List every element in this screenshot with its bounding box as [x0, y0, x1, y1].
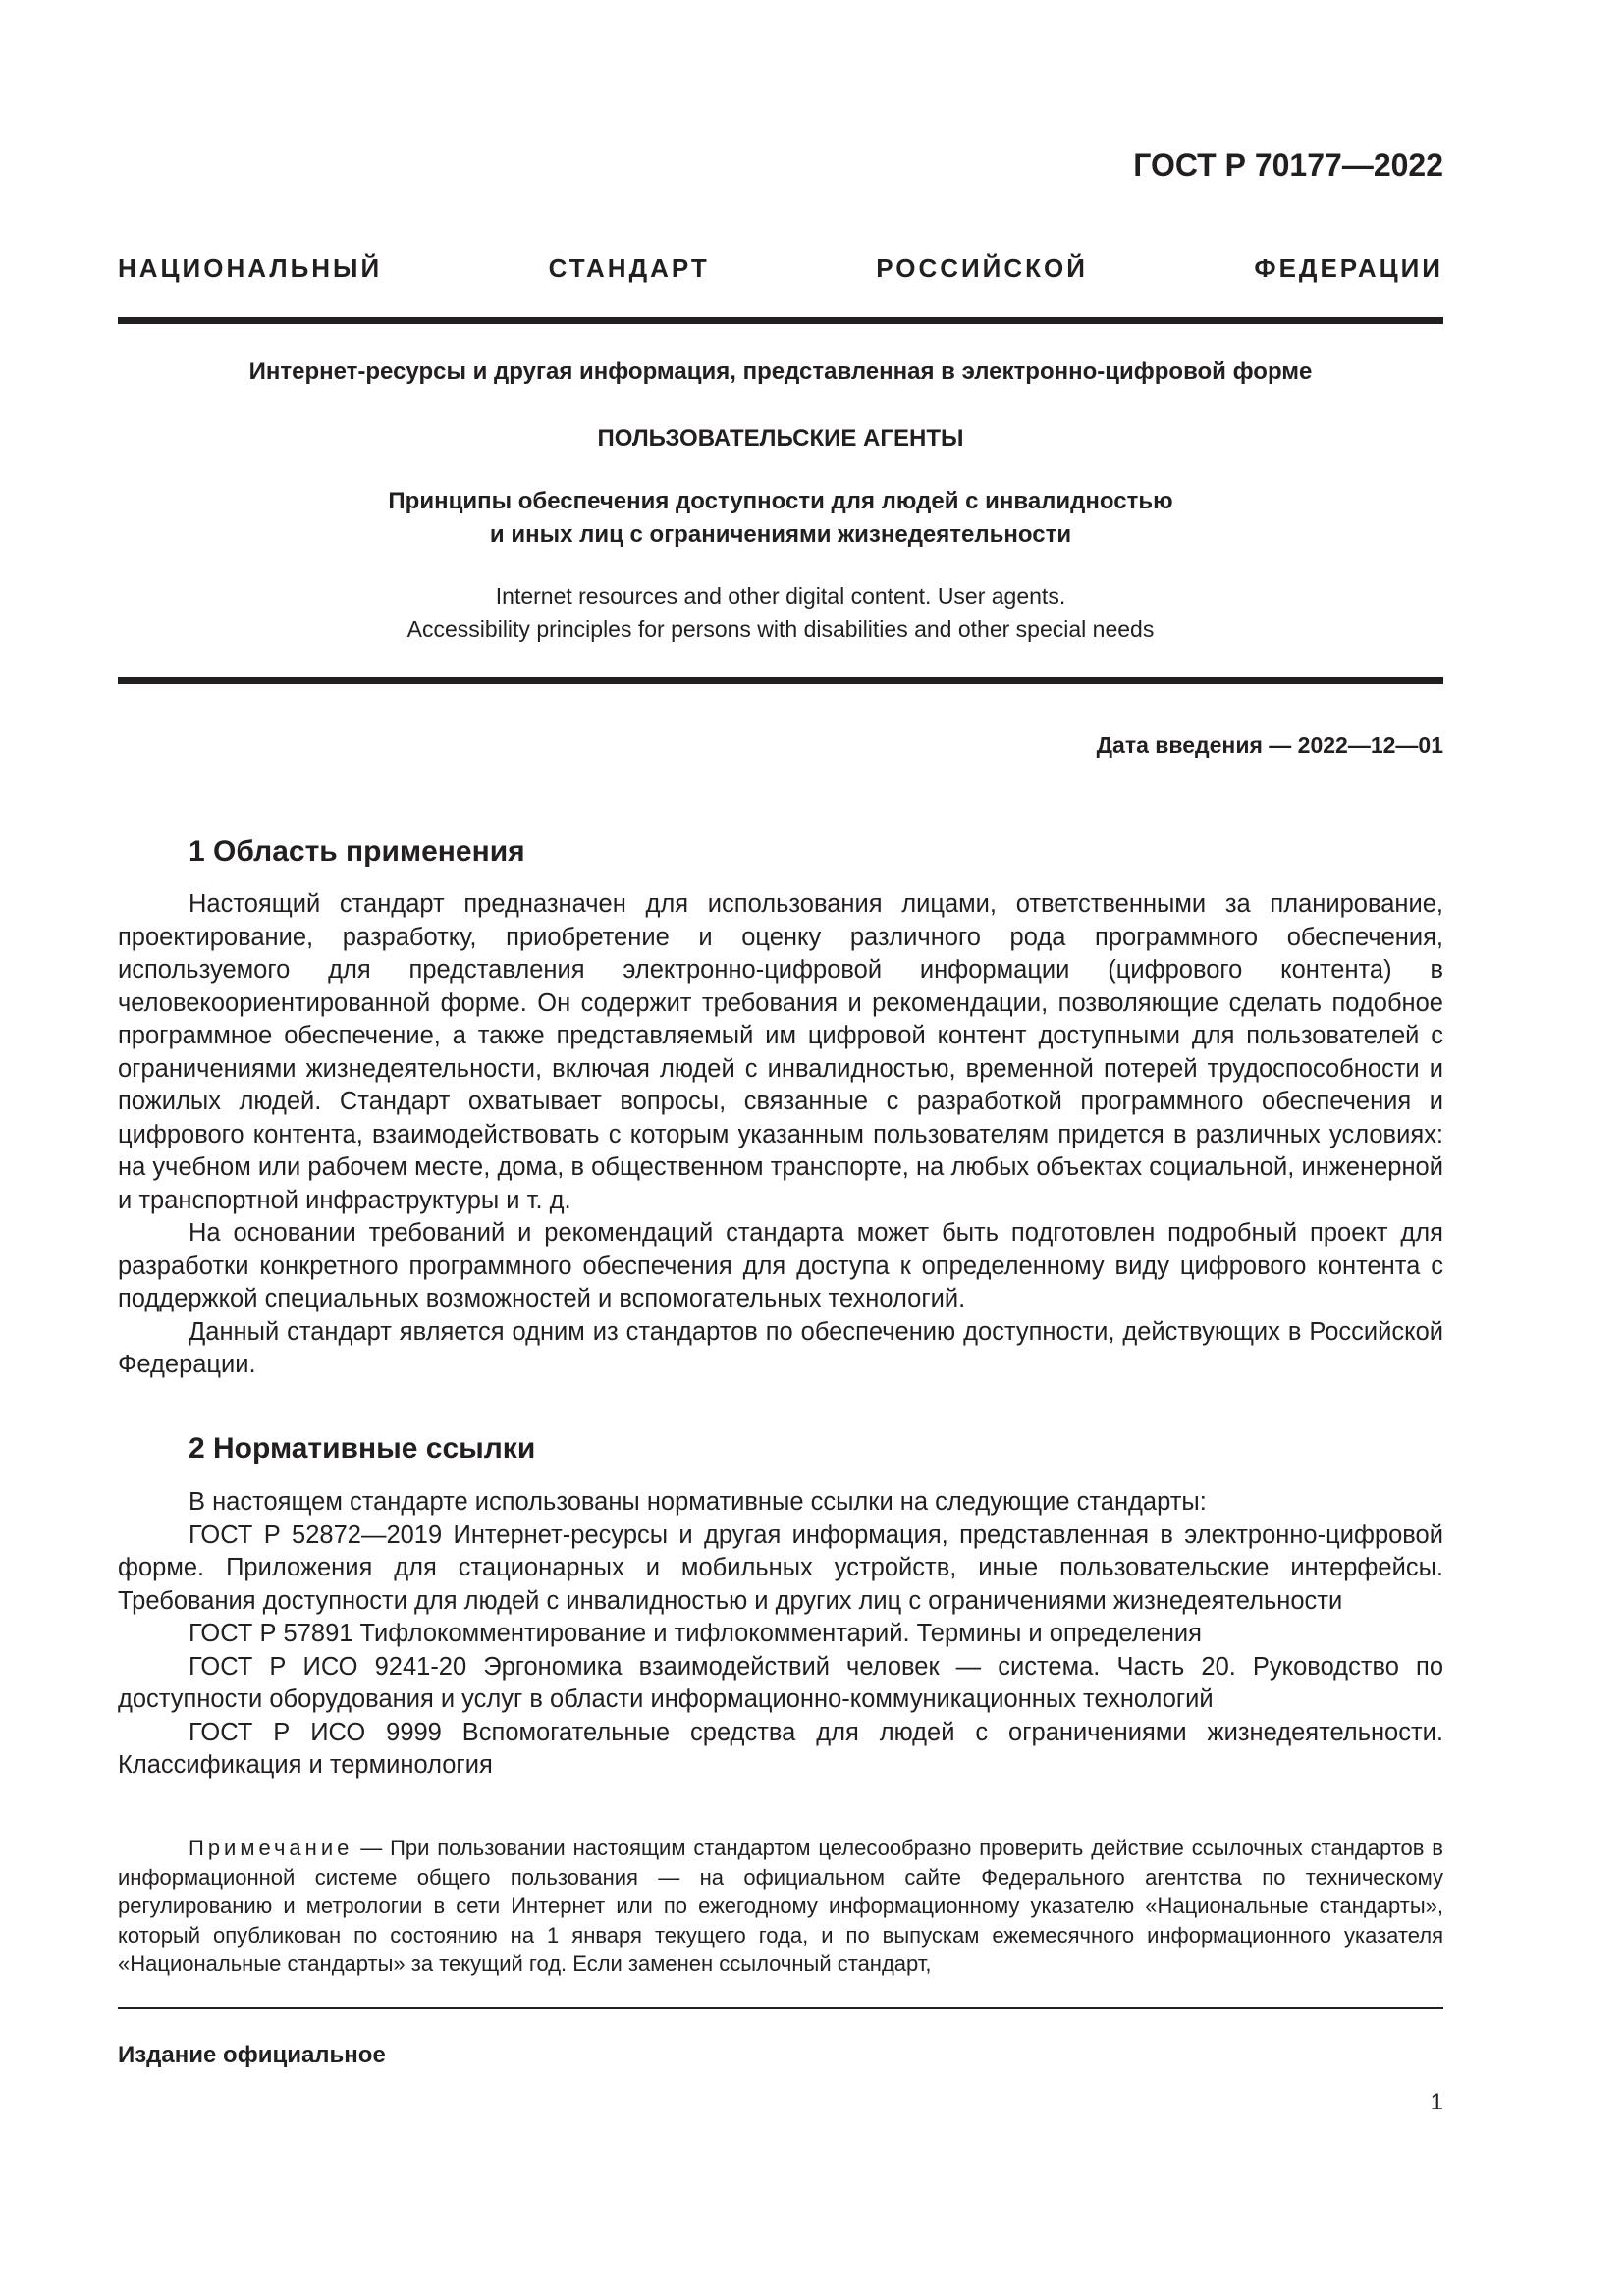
national-standard-banner: НАЦИОНАЛЬНЫЙ СТАНДАРТ РОССИЙСКОЙ ФЕДЕРАЦИИ	[118, 253, 1443, 283]
title-subtitle-line-2: и иных лиц с ограничениями жизнедеятельности	[489, 521, 1072, 548]
title-subtitle	[118, 485, 1443, 552]
reference-item: ГОСТ Р 52872—2019 Интернет-ресурсы и другая информация, представленная в электронно-цифровой форме. Приложения для стационарных и мобильных устройств, иные пользовательские интерфейсы. Требования доступности для людей с инвалидностью и других лиц с ограничениями жизнедеятельности	[118, 1521, 1443, 1615]
edition-label: Издание официальное	[118, 2042, 386, 2068]
introduction-date: Дата введения — 2022—12—01	[1096, 732, 1443, 758]
title-english-line-1: Internet resources and other digital content. User agents.	[495, 583, 1066, 609]
reference-item: ГОСТ Р 57891 Тифлокомментирование и тифлокомментарий. Термины и определения	[189, 1620, 1202, 1647]
title-english-line-2: Accessibility principles for persons with disabilities and other special needs	[406, 616, 1155, 642]
paragraph: В настоящем стандарте использованы нормативные ссылки на следующие стандарты:	[189, 1488, 1207, 1516]
note-text: — При пользовании настоящим стандартом целесообразно проверить действие ссылочных стандартов в информационной системе общего пользования — на официальном сайте Федерального агентства по техническому регулированию и метрологии в сети Интернет или по ежегодному информационному указателю «Национальные стандарты», который опубликован по состоянию на 1 января текущего года, и по выпускам ежемесячного информационного указателя «Национальные стандарты» за текущий год. Если заменен ссылочный стандарт,	[118, 1836, 1443, 1976]
section-1-heading: 1 Область применения	[189, 835, 525, 868]
title-subtitle-line-1: Принципы обеспечения доступности для людей с инвалидностью	[388, 488, 1173, 514]
document-page	[118, 0, 1443, 2296]
title-english	[118, 579, 1443, 646]
title-main: ПОЛЬЗОВАТЕЛЬСКИЕ АГЕНТЫ	[597, 425, 964, 452]
top-divider	[118, 317, 1443, 324]
note-label: Примечание	[189, 1836, 353, 1860]
title-group: Интернет-ресурсы и другая информация, представленная в электронно-цифровой форме	[248, 358, 1313, 385]
reference-item: ГОСТ Р ИСО 9999 Вспомогательные средства для людей с ограничениями жизнедеятельности. Классификация и терминология	[118, 1718, 1443, 1779]
section-2-body	[118, 1486, 1443, 1783]
footer-divider	[118, 2007, 1443, 2009]
section-2-heading: 2 Нормативные ссылки	[189, 1432, 536, 1465]
section-1-body	[118, 888, 1443, 1382]
title-divider	[118, 677, 1443, 684]
document-code: ГОСТ Р 70177—2022	[1133, 147, 1443, 183]
paragraph: Данный стандарт является одним из стандартов по обеспечению доступности, действующих в Российской Федерации.	[118, 1317, 1443, 1378]
note	[118, 1834, 1443, 1979]
page-number: 1	[1430, 2089, 1443, 2115]
reference-item: ГОСТ Р ИСО 9241-20 Эргономика взаимодействий человек — система. Часть 20. Руководство по доступности оборудования и услуг в области информационно-коммуникационных технологий	[118, 1652, 1443, 1713]
paragraph: Настоящий стандарт предназначен для использования лицами, ответственными за планирование, проектирование, разработку, приобретение и оценку различного рода программного обеспечения, используемого для представления электронно-цифровой информации (цифрового контента) в человекоориентированной форме. Он содержит требования и рекомендации, позволяющие сделать подобное программное обеспечение, а также представляемый им цифровой контент доступными для пользователей с ограничениями жизнедеятельности, включая людей с инвалидностью, временной потерей трудоспособности и пожилых людей. Стандарт охватывает вопросы, связанные с разработкой программного обеспечения и цифрового контента, взаимодействовать с которым указанным пользователям придется в различных условиях: на учебном или рабочем месте, дома, в общественном транспорте, на любых объектах социальной, инженерной и транспортной инфраструктуры и т. д.	[118, 890, 1443, 1214]
paragraph: На основании требований и рекомендаций стандарта может быть подготовлен подробный проект для разработки конкретного программного обеспечения для доступа к определенному виду цифрового контента с поддержкой специальных возможностей и вспомогательных технологий.	[118, 1219, 1443, 1312]
